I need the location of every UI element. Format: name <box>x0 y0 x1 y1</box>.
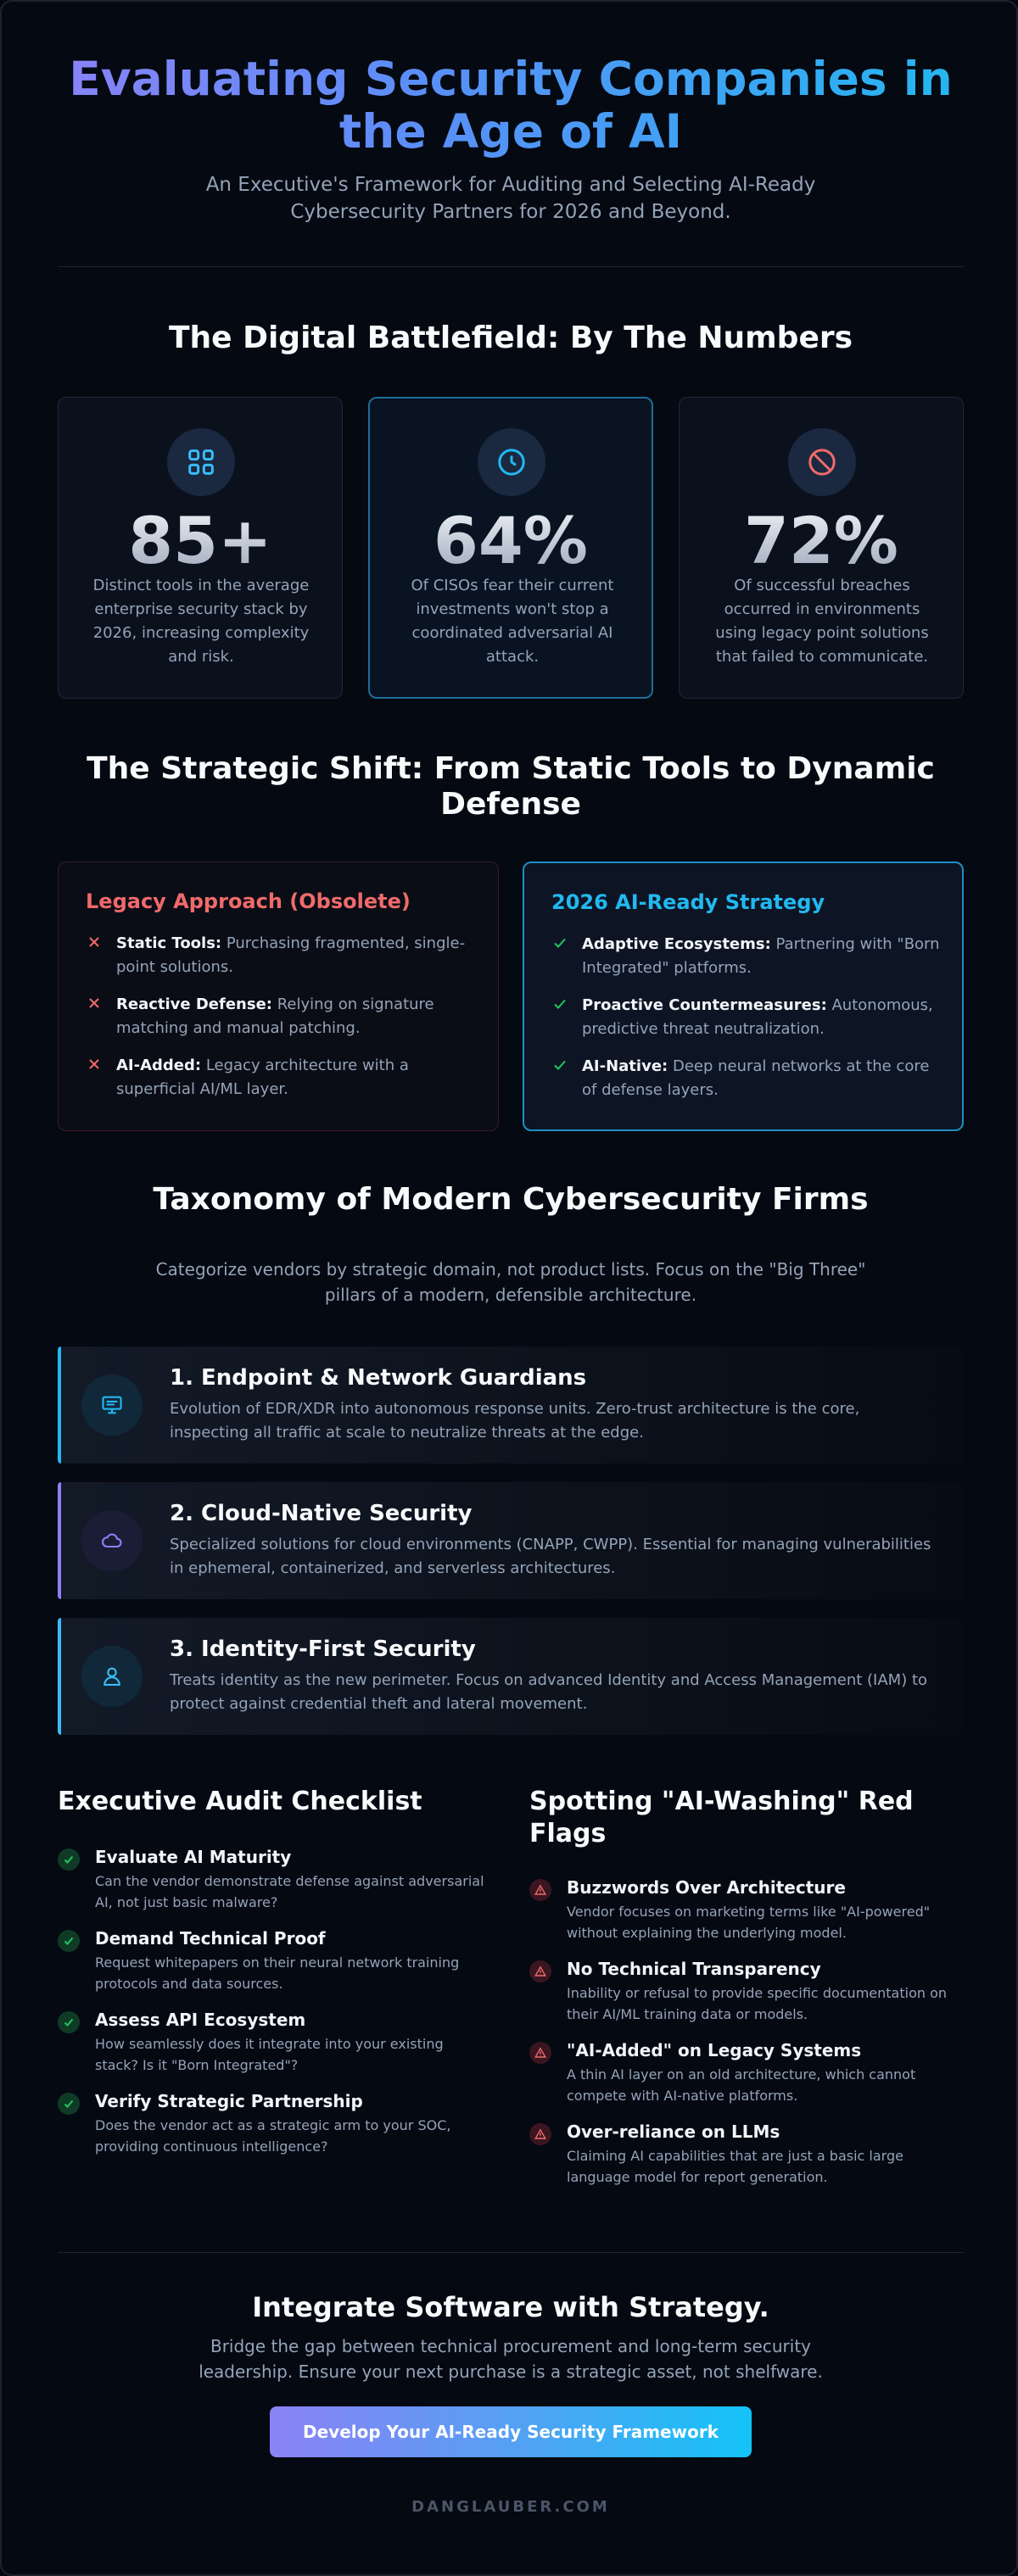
check-circle-icon <box>58 1930 80 1952</box>
stat-value: 85+ <box>59 503 342 579</box>
checklist-item-description: Request whitepapers on their neural network training protocols and data sources. <box>95 1954 460 1992</box>
stat-description: Distinct tools in the average enterprise security stack by 2026, increasing complexity and risk. <box>92 577 310 666</box>
card-description: Evolution of EDR/XDR into autonomous response units. Zero-trust architecture is the core, inspecting all traffic at scale to neutralize threats at the edge. <box>170 1400 860 1441</box>
card-accent-bar <box>58 1618 61 1735</box>
item-text: Partnering with "Born Integrated" platforms. <box>582 935 940 977</box>
shift-section-title: The Strategic Shift: From Static Tools to Dynamic Defense <box>87 751 935 822</box>
item-text: Autonomous, predictive threat neutralization. <box>582 996 933 1038</box>
checklist-title: Executive Audit Checklist <box>58 1787 422 1816</box>
item-text: Deep neural networks at the core of defense layers. <box>582 1057 930 1099</box>
item-label: AI-Native: <box>582 1057 668 1075</box>
develop-framework-button[interactable]: Develop Your AI-Ready Security Framework <box>270 2406 752 2457</box>
taxonomy-intro: Categorize vendors by strategic domain, not product lists. Focus on the "Big Three" pillars of a modern, defensible architecture. <box>155 1259 866 1305</box>
checklist-item-description: How seamlessly does it integrate into your existing stack? Is it "Born Integrated"? <box>95 2036 444 2073</box>
cta-subtitle: Bridge the gap between technical procurement and long-term security leadership. Ensure your next purchase is a strategic asset, not shelfware. <box>199 2336 823 2382</box>
checklist-item-title: Demand Technical Proof <box>95 1928 326 1949</box>
modern-heading: 2026 AI-Ready Strategy <box>551 890 825 914</box>
card-description: Treats identity as the new perimeter. Focus on advanced Identity and Access Management (IAM) to protect against credential theft and lateral movement. <box>170 1671 928 1713</box>
item-label: Proactive Countermeasures: <box>582 996 827 1014</box>
page-subtitle: An Executive's Framework for Auditing and Selecting AI-Ready Cybersecurity Partners for 2026 and Beyond. <box>205 174 816 223</box>
check-circle-icon <box>58 2011 80 2033</box>
check-icon <box>551 1057 568 1073</box>
check-circle-icon <box>58 1848 80 1871</box>
checklist-item-title: Verify Strategic Partnership <box>95 2091 363 2111</box>
red-flag-title: "AI-Added" on Legacy Systems <box>567 2040 862 2060</box>
user-icon <box>81 1646 143 1707</box>
check-circle-icon <box>58 2093 80 2115</box>
card-accent-bar <box>58 1482 61 1599</box>
stat-card-tools <box>58 397 343 699</box>
item-text: Purchasing fragmented, single-point solutions. <box>116 934 466 976</box>
taxonomy-card-cloud <box>58 1482 964 1599</box>
check-icon <box>551 934 568 951</box>
item-text: Legacy architecture with a superficial AI/ML layer. <box>116 1057 409 1098</box>
card-title: 2. Cloud-Native Security <box>170 1501 473 1526</box>
red-flag-description: A thin AI layer on an old architecture, which cannot compete with AI-native platforms. <box>567 2066 916 2104</box>
ai-ready-strategy-card <box>523 861 964 1131</box>
stat-description: Of CISOs fear their current investments won't stop a coordinated adversarial AI attack. <box>411 577 614 666</box>
warning-icon <box>529 1879 551 1901</box>
warning-icon <box>529 1960 551 1982</box>
ban-icon <box>788 428 856 496</box>
card-description: Specialized solutions for cloud environments (CNAPP, CWPP). Essential for managing vulnerabilities in ephemeral, containerized, and serverless architectures. <box>170 1536 931 1577</box>
x-icon <box>86 934 103 951</box>
taxonomy-card-identity <box>58 1618 964 1735</box>
checklist-item-description: Does the vendor act as a strategic arm to your SOC, providing continuous intelligence? <box>95 2117 451 2155</box>
stats-section-title: The Digital Battlefield: By The Numbers <box>168 321 853 355</box>
stat-value: 64% <box>370 503 652 579</box>
card-title: 3. Identity-First Security <box>170 1636 476 1662</box>
stat-value: 72% <box>680 503 963 579</box>
red-flag-description: Inability or refusal to provide specific documentation on their AI/ML training data or models. <box>567 1985 948 2022</box>
checklist-item-description: Can the vendor demonstrate defense against adversarial AI, not just basic malware? <box>95 1873 484 1910</box>
checklist-item-title: Assess API Ecosystem <box>95 2010 306 2030</box>
x-icon <box>86 1056 103 1073</box>
warning-icon <box>529 2042 551 2064</box>
stat-card-cisos <box>368 397 653 699</box>
monitor-icon <box>81 1374 143 1436</box>
card-accent-bar <box>58 1347 61 1464</box>
stat-card-breaches <box>679 397 964 699</box>
legacy-approach-card <box>58 861 499 1131</box>
grid-icon <box>167 428 235 496</box>
clock-icon <box>478 428 545 496</box>
red-flag-title: Over-reliance on LLMs <box>567 2122 780 2142</box>
item-text: Relying on signature matching and manual patching. <box>116 995 434 1037</box>
x-icon <box>86 995 103 1012</box>
red-flag-title: Buzzwords Over Architecture <box>567 1877 846 1898</box>
page-title: Evaluating Security Companies in the Age of AI <box>36 53 986 158</box>
cta-title: Integrate Software with Strategy. <box>252 2291 769 2323</box>
red-flags-title: Spotting "AI-Washing" Red Flags <box>529 1787 914 1848</box>
item-label: AI-Added: <box>116 1057 202 1074</box>
check-icon <box>551 995 568 1012</box>
warning-icon <box>529 2123 551 2145</box>
card-title: 1. Endpoint & Network Guardians <box>170 1365 587 1391</box>
red-flag-title: No Technical Transparency <box>567 1959 821 1979</box>
item-label: Adaptive Ecosystems: <box>582 935 771 953</box>
item-label: Static Tools: <box>116 934 222 952</box>
red-flag-description: Vendor focuses on marketing terms like "AI-powered" without explaining the underlying model. <box>567 1904 931 1941</box>
stat-description: Of successful breaches occurred in environments using legacy point solutions that failed to communicate. <box>715 577 929 666</box>
taxonomy-card-endpoint <box>58 1347 964 1464</box>
taxonomy-section-title: Taxonomy of Modern Cybersecurity Firms <box>153 1182 869 1217</box>
red-flag-description: Claiming AI capabilities that are just a basic large language model for report generation. <box>567 2148 903 2185</box>
legacy-heading: Legacy Approach (Obsolete) <box>86 889 411 913</box>
cloud-icon <box>81 1510 143 1571</box>
checklist-item-title: Evaluate AI Maturity <box>95 1847 292 1867</box>
divider <box>58 2252 964 2253</box>
item-label: Reactive Defense: <box>116 995 272 1013</box>
brand-footer: DANGLAUBER.COM <box>411 2498 610 2516</box>
divider <box>58 266 964 267</box>
